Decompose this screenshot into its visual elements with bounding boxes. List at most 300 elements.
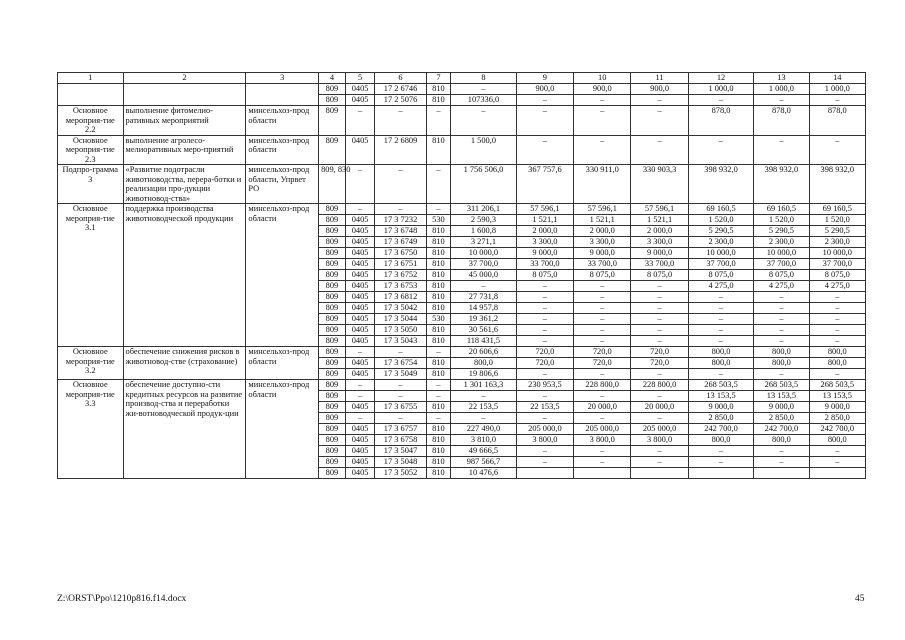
cell-code: 809 bbox=[319, 424, 346, 435]
cell-code: 809 bbox=[319, 314, 346, 325]
cell-value: 57 596,1 bbox=[574, 204, 631, 215]
cell-value: – bbox=[631, 413, 688, 424]
cell-value: – bbox=[688, 135, 754, 165]
cell-value: 227 490,0 bbox=[451, 424, 517, 435]
cell-value: 9 000,0 bbox=[688, 402, 754, 413]
cell-code: 17 3 5049 bbox=[375, 369, 426, 380]
cell-code: 810 bbox=[426, 270, 451, 281]
cell-code: 17 3 5048 bbox=[375, 457, 426, 468]
cell-value: – bbox=[631, 446, 688, 457]
cell-value: 1 521,1 bbox=[516, 215, 573, 226]
cell-code: 17 3 5047 bbox=[375, 446, 426, 457]
cell-code: 810 bbox=[426, 248, 451, 259]
cell-value: 900,0 bbox=[516, 84, 573, 95]
cell-value: 2 000,0 bbox=[631, 226, 688, 237]
cell-value: 878,0 bbox=[688, 106, 754, 136]
cell-value: 4 275,0 bbox=[754, 281, 809, 292]
cell-value: – bbox=[516, 314, 573, 325]
cell-value: – bbox=[631, 391, 688, 402]
cell-value: 1 000,0 bbox=[688, 84, 754, 95]
cell-code: 810 bbox=[426, 446, 451, 457]
cell-value: – bbox=[631, 135, 688, 165]
page-number: 45 bbox=[855, 594, 865, 604]
cell-code: – bbox=[375, 391, 426, 402]
cell-value: 398 932,0 bbox=[688, 165, 754, 204]
cell-value: 37 700,0 bbox=[688, 259, 754, 270]
cell-value: 2 000,0 bbox=[516, 226, 573, 237]
cell-code: 810 bbox=[426, 226, 451, 237]
cell-value: 5 290,5 bbox=[754, 226, 809, 237]
cell-value: 800,0 bbox=[754, 435, 809, 446]
cell-code: 809 bbox=[319, 84, 346, 95]
cell-code: 17 3 5052 bbox=[375, 468, 426, 479]
cell-value: 3 800,0 bbox=[574, 435, 631, 446]
cell-value: 3 300,0 bbox=[631, 237, 688, 248]
cell-value: 205 000,0 bbox=[631, 424, 688, 435]
cell-code: 17 3 6758 bbox=[375, 435, 426, 446]
cell-value: 9 000,0 bbox=[809, 402, 865, 413]
cell-value bbox=[574, 468, 631, 479]
cell-value: – bbox=[809, 95, 865, 106]
cell-value: 30 561,6 bbox=[451, 325, 517, 336]
cell-code: – bbox=[426, 165, 451, 204]
cell-value: 311 206,1 bbox=[451, 204, 517, 215]
cell-code: 810 bbox=[426, 292, 451, 303]
cell-value: 8 075,0 bbox=[809, 270, 865, 281]
cell-code: 809 bbox=[319, 226, 346, 237]
cell-value: – bbox=[754, 457, 809, 468]
cell-value: – bbox=[688, 369, 754, 380]
cell-value: 2 590,3 bbox=[451, 215, 517, 226]
header-cell: 11 bbox=[631, 73, 688, 84]
cell-value: 720,0 bbox=[631, 347, 688, 358]
cell-value: – bbox=[451, 391, 517, 402]
cell-value: – bbox=[754, 95, 809, 106]
cell-code: 810 bbox=[426, 358, 451, 369]
header-cell: 13 bbox=[754, 73, 809, 84]
cell-value: 37 700,0 bbox=[754, 259, 809, 270]
cell-code: – bbox=[345, 204, 375, 215]
cell-description: поддержка производства животноводческой продукции bbox=[123, 204, 246, 347]
cell-value: – bbox=[754, 303, 809, 314]
table-row bbox=[58, 165, 866, 204]
cell-value: 4 275,0 bbox=[809, 281, 865, 292]
cell-value: – bbox=[754, 314, 809, 325]
cell-code: 0405 bbox=[345, 314, 375, 325]
cell-value: 57 596,1 bbox=[516, 204, 573, 215]
cell-value: – bbox=[451, 281, 517, 292]
cell-value: 900,0 bbox=[631, 84, 688, 95]
cell-value: 800,0 bbox=[451, 358, 517, 369]
cell-value: 13 153,5 bbox=[688, 391, 754, 402]
cell-value: 10 476,6 bbox=[451, 468, 517, 479]
cell-value: – bbox=[809, 369, 865, 380]
cell-activity: Основное мероприя-тие 3.3 bbox=[58, 380, 124, 479]
cell-code: – bbox=[426, 391, 451, 402]
cell-value: – bbox=[516, 446, 573, 457]
cell-code: 810 bbox=[426, 457, 451, 468]
cell-code: 0405 bbox=[345, 468, 375, 479]
cell-value: 69 160,5 bbox=[809, 204, 865, 215]
cell-code: 810 bbox=[426, 424, 451, 435]
cell-code: 0405 bbox=[345, 358, 375, 369]
header-cell: 9 bbox=[516, 73, 573, 84]
cell-value: 2 850,0 bbox=[688, 413, 754, 424]
cell-code: 809 bbox=[319, 369, 346, 380]
cell-activity: Основное мероприя-тие 3.2 bbox=[58, 347, 124, 380]
cell-code: 809 bbox=[319, 413, 346, 424]
cell-value: – bbox=[809, 325, 865, 336]
cell-code: 17 3 6754 bbox=[375, 358, 426, 369]
cell-code: 809 bbox=[319, 259, 346, 270]
cell-value: 19 361,2 bbox=[451, 314, 517, 325]
cell-value: 37 700,0 bbox=[809, 259, 865, 270]
cell-code: 17 3 6755 bbox=[375, 402, 426, 413]
cell-code: 17 2 6809 bbox=[375, 135, 426, 165]
cell-value: – bbox=[574, 391, 631, 402]
budget-table bbox=[57, 72, 866, 479]
cell-code: – bbox=[375, 106, 426, 136]
cell-value: 27 731,8 bbox=[451, 292, 517, 303]
cell-value: – bbox=[754, 292, 809, 303]
cell-code: 810 bbox=[426, 84, 451, 95]
cell-value: – bbox=[631, 95, 688, 106]
cell-code: 0405 bbox=[345, 457, 375, 468]
cell-value: 3 800,0 bbox=[631, 435, 688, 446]
cell-code: 809 bbox=[319, 391, 346, 402]
cell-value: 19 806,6 bbox=[451, 369, 517, 380]
cell-value: – bbox=[516, 95, 573, 106]
cell-value: – bbox=[688, 314, 754, 325]
cell-code: – bbox=[426, 413, 451, 424]
cell-code: – bbox=[426, 204, 451, 215]
cell-code: 0405 bbox=[345, 402, 375, 413]
cell-code: 17 2 6746 bbox=[375, 84, 426, 95]
cell-code: – bbox=[426, 380, 451, 391]
cell-value: 2 300,0 bbox=[754, 237, 809, 248]
cell-code: 809 bbox=[319, 215, 346, 226]
cell-value: – bbox=[574, 446, 631, 457]
cell-value: – bbox=[516, 281, 573, 292]
header-cell: 2 bbox=[123, 73, 246, 84]
cell-value: 2 000,0 bbox=[574, 226, 631, 237]
cell-value: – bbox=[451, 413, 517, 424]
header-cell: 1 bbox=[58, 73, 124, 84]
cell-value: 800,0 bbox=[809, 347, 865, 358]
cell-executor: минсельхоз-прод области bbox=[246, 347, 319, 380]
cell-value: – bbox=[574, 457, 631, 468]
file-path: Z:\ORST\Ppo\1210p816.f14.docx bbox=[57, 594, 187, 604]
cell-code: 809 bbox=[319, 292, 346, 303]
cell-code: – bbox=[426, 347, 451, 358]
table-row bbox=[58, 380, 866, 391]
cell-code: 17 3 7232 bbox=[375, 215, 426, 226]
cell-value: 8 075,0 bbox=[516, 270, 573, 281]
cell-value: 800,0 bbox=[688, 435, 754, 446]
cell-value: – bbox=[754, 446, 809, 457]
cell-code: – bbox=[426, 106, 451, 136]
cell-code: 0405 bbox=[345, 424, 375, 435]
cell-code: 0405 bbox=[345, 248, 375, 259]
cell-value: 242 700,0 bbox=[754, 424, 809, 435]
cell-value: – bbox=[688, 95, 754, 106]
header-cell: 3 bbox=[246, 73, 319, 84]
header-cell: 10 bbox=[574, 73, 631, 84]
cell-value: – bbox=[688, 303, 754, 314]
cell-code: 0405 bbox=[345, 435, 375, 446]
cell-value: – bbox=[809, 446, 865, 457]
cell-executor: минсельхоз-прод области bbox=[246, 135, 319, 165]
cell-code: – bbox=[375, 165, 426, 204]
cell-value: 118 431,5 bbox=[451, 336, 517, 347]
cell-code: 809 bbox=[319, 435, 346, 446]
cell-value: – bbox=[516, 106, 573, 136]
cell-code: 809 bbox=[319, 336, 346, 347]
cell-value: – bbox=[516, 303, 573, 314]
cell-value: 20 606,6 bbox=[451, 347, 517, 358]
cell-value: 20 000,0 bbox=[574, 402, 631, 413]
cell-value: 367 757,6 bbox=[516, 165, 573, 204]
cell-value: 330 911,0 bbox=[574, 165, 631, 204]
cell-value: – bbox=[688, 457, 754, 468]
cell-code: 17 3 5050 bbox=[375, 325, 426, 336]
cell-value: – bbox=[574, 95, 631, 106]
cell-value: 800,0 bbox=[754, 347, 809, 358]
cell-value: 268 503,5 bbox=[809, 380, 865, 391]
cell-value: – bbox=[574, 314, 631, 325]
cell-value: 22 153,5 bbox=[451, 402, 517, 413]
cell-code: 530 bbox=[426, 215, 451, 226]
cell-code: 809 bbox=[319, 204, 346, 215]
cell-value: 9 000,0 bbox=[631, 248, 688, 259]
cell-value: – bbox=[574, 369, 631, 380]
cell-value: 1 000,0 bbox=[809, 84, 865, 95]
cell-value bbox=[631, 468, 688, 479]
cell-description: обеспечение снижения рисков в животновод-стве (страхование) bbox=[123, 347, 246, 380]
cell-value: 330 903,3 bbox=[631, 165, 688, 204]
cell-value: – bbox=[809, 292, 865, 303]
cell-code: 0405 bbox=[345, 270, 375, 281]
cell-value: – bbox=[631, 325, 688, 336]
cell-executor: минсельхоз-прод области bbox=[246, 204, 319, 347]
cell-code: 810 bbox=[426, 135, 451, 165]
cell-code: 810 bbox=[426, 259, 451, 270]
cell-code: 809 bbox=[319, 325, 346, 336]
cell-value: 720,0 bbox=[631, 358, 688, 369]
cell-value: – bbox=[809, 303, 865, 314]
cell-code: 809 bbox=[319, 358, 346, 369]
table-row bbox=[58, 84, 866, 95]
cell-code: 17 3 6812 bbox=[375, 292, 426, 303]
cell-description: выполнение агролесо-мелиоративных меро-приятий bbox=[123, 135, 246, 165]
cell-value: 720,0 bbox=[516, 358, 573, 369]
cell-value: 33 700,0 bbox=[631, 259, 688, 270]
cell-value: 10 000,0 bbox=[809, 248, 865, 259]
cell-value: 900,0 bbox=[574, 84, 631, 95]
cell-value: – bbox=[631, 336, 688, 347]
cell-value: 268 503,5 bbox=[688, 380, 754, 391]
header-cell: 14 bbox=[809, 73, 865, 84]
cell-code: 809, 830 bbox=[319, 165, 346, 204]
header-cell: 12 bbox=[688, 73, 754, 84]
cell-value: 398 932,0 bbox=[754, 165, 809, 204]
cell-value: – bbox=[516, 292, 573, 303]
table-row bbox=[58, 204, 866, 215]
cell-activity: Основное мероприя-тие 3.1 bbox=[58, 204, 124, 347]
cell-code: 17 3 6749 bbox=[375, 237, 426, 248]
cell-code: 810 bbox=[426, 336, 451, 347]
cell-value: 720,0 bbox=[574, 347, 631, 358]
cell-value: 1 301 163,3 bbox=[451, 380, 517, 391]
cell-value bbox=[754, 468, 809, 479]
cell-value: – bbox=[631, 314, 688, 325]
cell-code: 809 bbox=[319, 402, 346, 413]
cell-code: 809 bbox=[319, 457, 346, 468]
cell-value: 720,0 bbox=[574, 358, 631, 369]
cell-code: 0405 bbox=[345, 325, 375, 336]
cell-value: 22 153,5 bbox=[516, 402, 573, 413]
header-cell: 5 bbox=[345, 73, 375, 84]
cell-value: 13 153,5 bbox=[754, 391, 809, 402]
cell-value: 1 520,0 bbox=[754, 215, 809, 226]
cell-code: – bbox=[345, 391, 375, 402]
cell-code: 809 bbox=[319, 446, 346, 457]
cell-value: 20 000,0 bbox=[631, 402, 688, 413]
cell-code: 17 3 6752 bbox=[375, 270, 426, 281]
cell-value: 9 000,0 bbox=[516, 248, 573, 259]
cell-value: – bbox=[688, 292, 754, 303]
cell-code: 0405 bbox=[345, 336, 375, 347]
cell-code: 809 bbox=[319, 303, 346, 314]
cell-value: 2 300,0 bbox=[809, 237, 865, 248]
cell-code: 0405 bbox=[345, 292, 375, 303]
cell-value: – bbox=[574, 135, 631, 165]
cell-value: 3 300,0 bbox=[516, 237, 573, 248]
cell-value: 5 290,5 bbox=[688, 226, 754, 237]
cell-code: – bbox=[375, 347, 426, 358]
cell-code: 17 3 5042 bbox=[375, 303, 426, 314]
cell-value: 4 275,0 bbox=[688, 281, 754, 292]
cell-value bbox=[688, 468, 754, 479]
cell-value: – bbox=[574, 281, 631, 292]
header-cell: 7 bbox=[426, 73, 451, 84]
cell-code: 17 3 5044 bbox=[375, 314, 426, 325]
cell-value: 398 932,0 bbox=[809, 165, 865, 204]
cell-value: 69 160,5 bbox=[688, 204, 754, 215]
cell-code: 17 3 5043 bbox=[375, 336, 426, 347]
cell-value: – bbox=[451, 84, 517, 95]
cell-activity bbox=[58, 84, 124, 106]
cell-value: 800,0 bbox=[688, 358, 754, 369]
cell-value: 37 700,0 bbox=[451, 259, 517, 270]
cell-value: – bbox=[688, 325, 754, 336]
cell-code: 810 bbox=[426, 95, 451, 106]
cell-value: 1 520,0 bbox=[809, 215, 865, 226]
cell-code: 810 bbox=[426, 237, 451, 248]
cell-description: выполнение фитомелио-ративных мероприятий bbox=[123, 106, 246, 136]
cell-value: 10 000,0 bbox=[688, 248, 754, 259]
cell-executor: минсельхоз-прод области bbox=[246, 380, 319, 479]
cell-value: 800,0 bbox=[688, 347, 754, 358]
cell-code: 809 bbox=[319, 106, 346, 136]
cell-code: 0405 bbox=[345, 95, 375, 106]
cell-code: 530 bbox=[426, 314, 451, 325]
cell-value: 800,0 bbox=[809, 435, 865, 446]
cell-code: – bbox=[375, 204, 426, 215]
cell-value: 3 271,1 bbox=[451, 237, 517, 248]
cell-value: 230 953,5 bbox=[516, 380, 573, 391]
cell-code: – bbox=[345, 380, 375, 391]
cell-value: 800,0 bbox=[809, 358, 865, 369]
cell-code: 810 bbox=[426, 303, 451, 314]
cell-code: 810 bbox=[426, 402, 451, 413]
cell-value: 800,0 bbox=[754, 358, 809, 369]
cell-value: – bbox=[809, 336, 865, 347]
cell-value: 33 700,0 bbox=[574, 259, 631, 270]
cell-value: 878,0 bbox=[754, 106, 809, 136]
cell-value: – bbox=[809, 314, 865, 325]
cell-value: 107336,0 bbox=[451, 95, 517, 106]
cell-description bbox=[123, 84, 246, 106]
cell-code: 0405 bbox=[345, 446, 375, 457]
cell-code: 17 3 6757 bbox=[375, 424, 426, 435]
cell-value: – bbox=[516, 135, 573, 165]
cell-code: 809 bbox=[319, 468, 346, 479]
cell-code: – bbox=[375, 413, 426, 424]
cell-value: 242 700,0 bbox=[688, 424, 754, 435]
cell-value: 33 700,0 bbox=[516, 259, 573, 270]
cell-value: – bbox=[688, 336, 754, 347]
cell-value: 8 075,0 bbox=[754, 270, 809, 281]
cell-value: – bbox=[754, 369, 809, 380]
table-row bbox=[58, 135, 866, 165]
table-row bbox=[58, 106, 866, 136]
cell-code: 810 bbox=[426, 369, 451, 380]
cell-value: 10 000,0 bbox=[451, 248, 517, 259]
cell-value: 228 800,0 bbox=[574, 380, 631, 391]
cell-value: 242 700,0 bbox=[809, 424, 865, 435]
cell-code: 0405 bbox=[345, 369, 375, 380]
cell-code: – bbox=[345, 165, 375, 204]
cell-value: – bbox=[574, 336, 631, 347]
cell-value: 13 153,5 bbox=[809, 391, 865, 402]
cell-value: – bbox=[516, 336, 573, 347]
cell-code: 17 3 6748 bbox=[375, 226, 426, 237]
cell-code: 0405 bbox=[345, 135, 375, 165]
cell-value: 45 000,0 bbox=[451, 270, 517, 281]
cell-value: – bbox=[809, 135, 865, 165]
cell-value: 228 800,0 bbox=[631, 380, 688, 391]
cell-value: 1 000,0 bbox=[754, 84, 809, 95]
cell-value: – bbox=[574, 106, 631, 136]
cell-activity: Основное мероприя-тие 2.3 bbox=[58, 135, 124, 165]
cell-value: 3 800,0 bbox=[516, 435, 573, 446]
cell-code: 809 bbox=[319, 347, 346, 358]
cell-code: – bbox=[345, 106, 375, 136]
cell-code: – bbox=[345, 347, 375, 358]
cell-value: – bbox=[516, 457, 573, 468]
cell-value: – bbox=[574, 292, 631, 303]
cell-value: 69 160,5 bbox=[754, 204, 809, 215]
cell-code: 17 3 6751 bbox=[375, 259, 426, 270]
cell-value: – bbox=[754, 135, 809, 165]
cell-code: 0405 bbox=[345, 303, 375, 314]
cell-value: 49 666,5 bbox=[451, 446, 517, 457]
cell-value: – bbox=[631, 292, 688, 303]
cell-value: – bbox=[574, 413, 631, 424]
cell-value: 3 810,0 bbox=[451, 435, 517, 446]
cell-code: 0405 bbox=[345, 237, 375, 248]
